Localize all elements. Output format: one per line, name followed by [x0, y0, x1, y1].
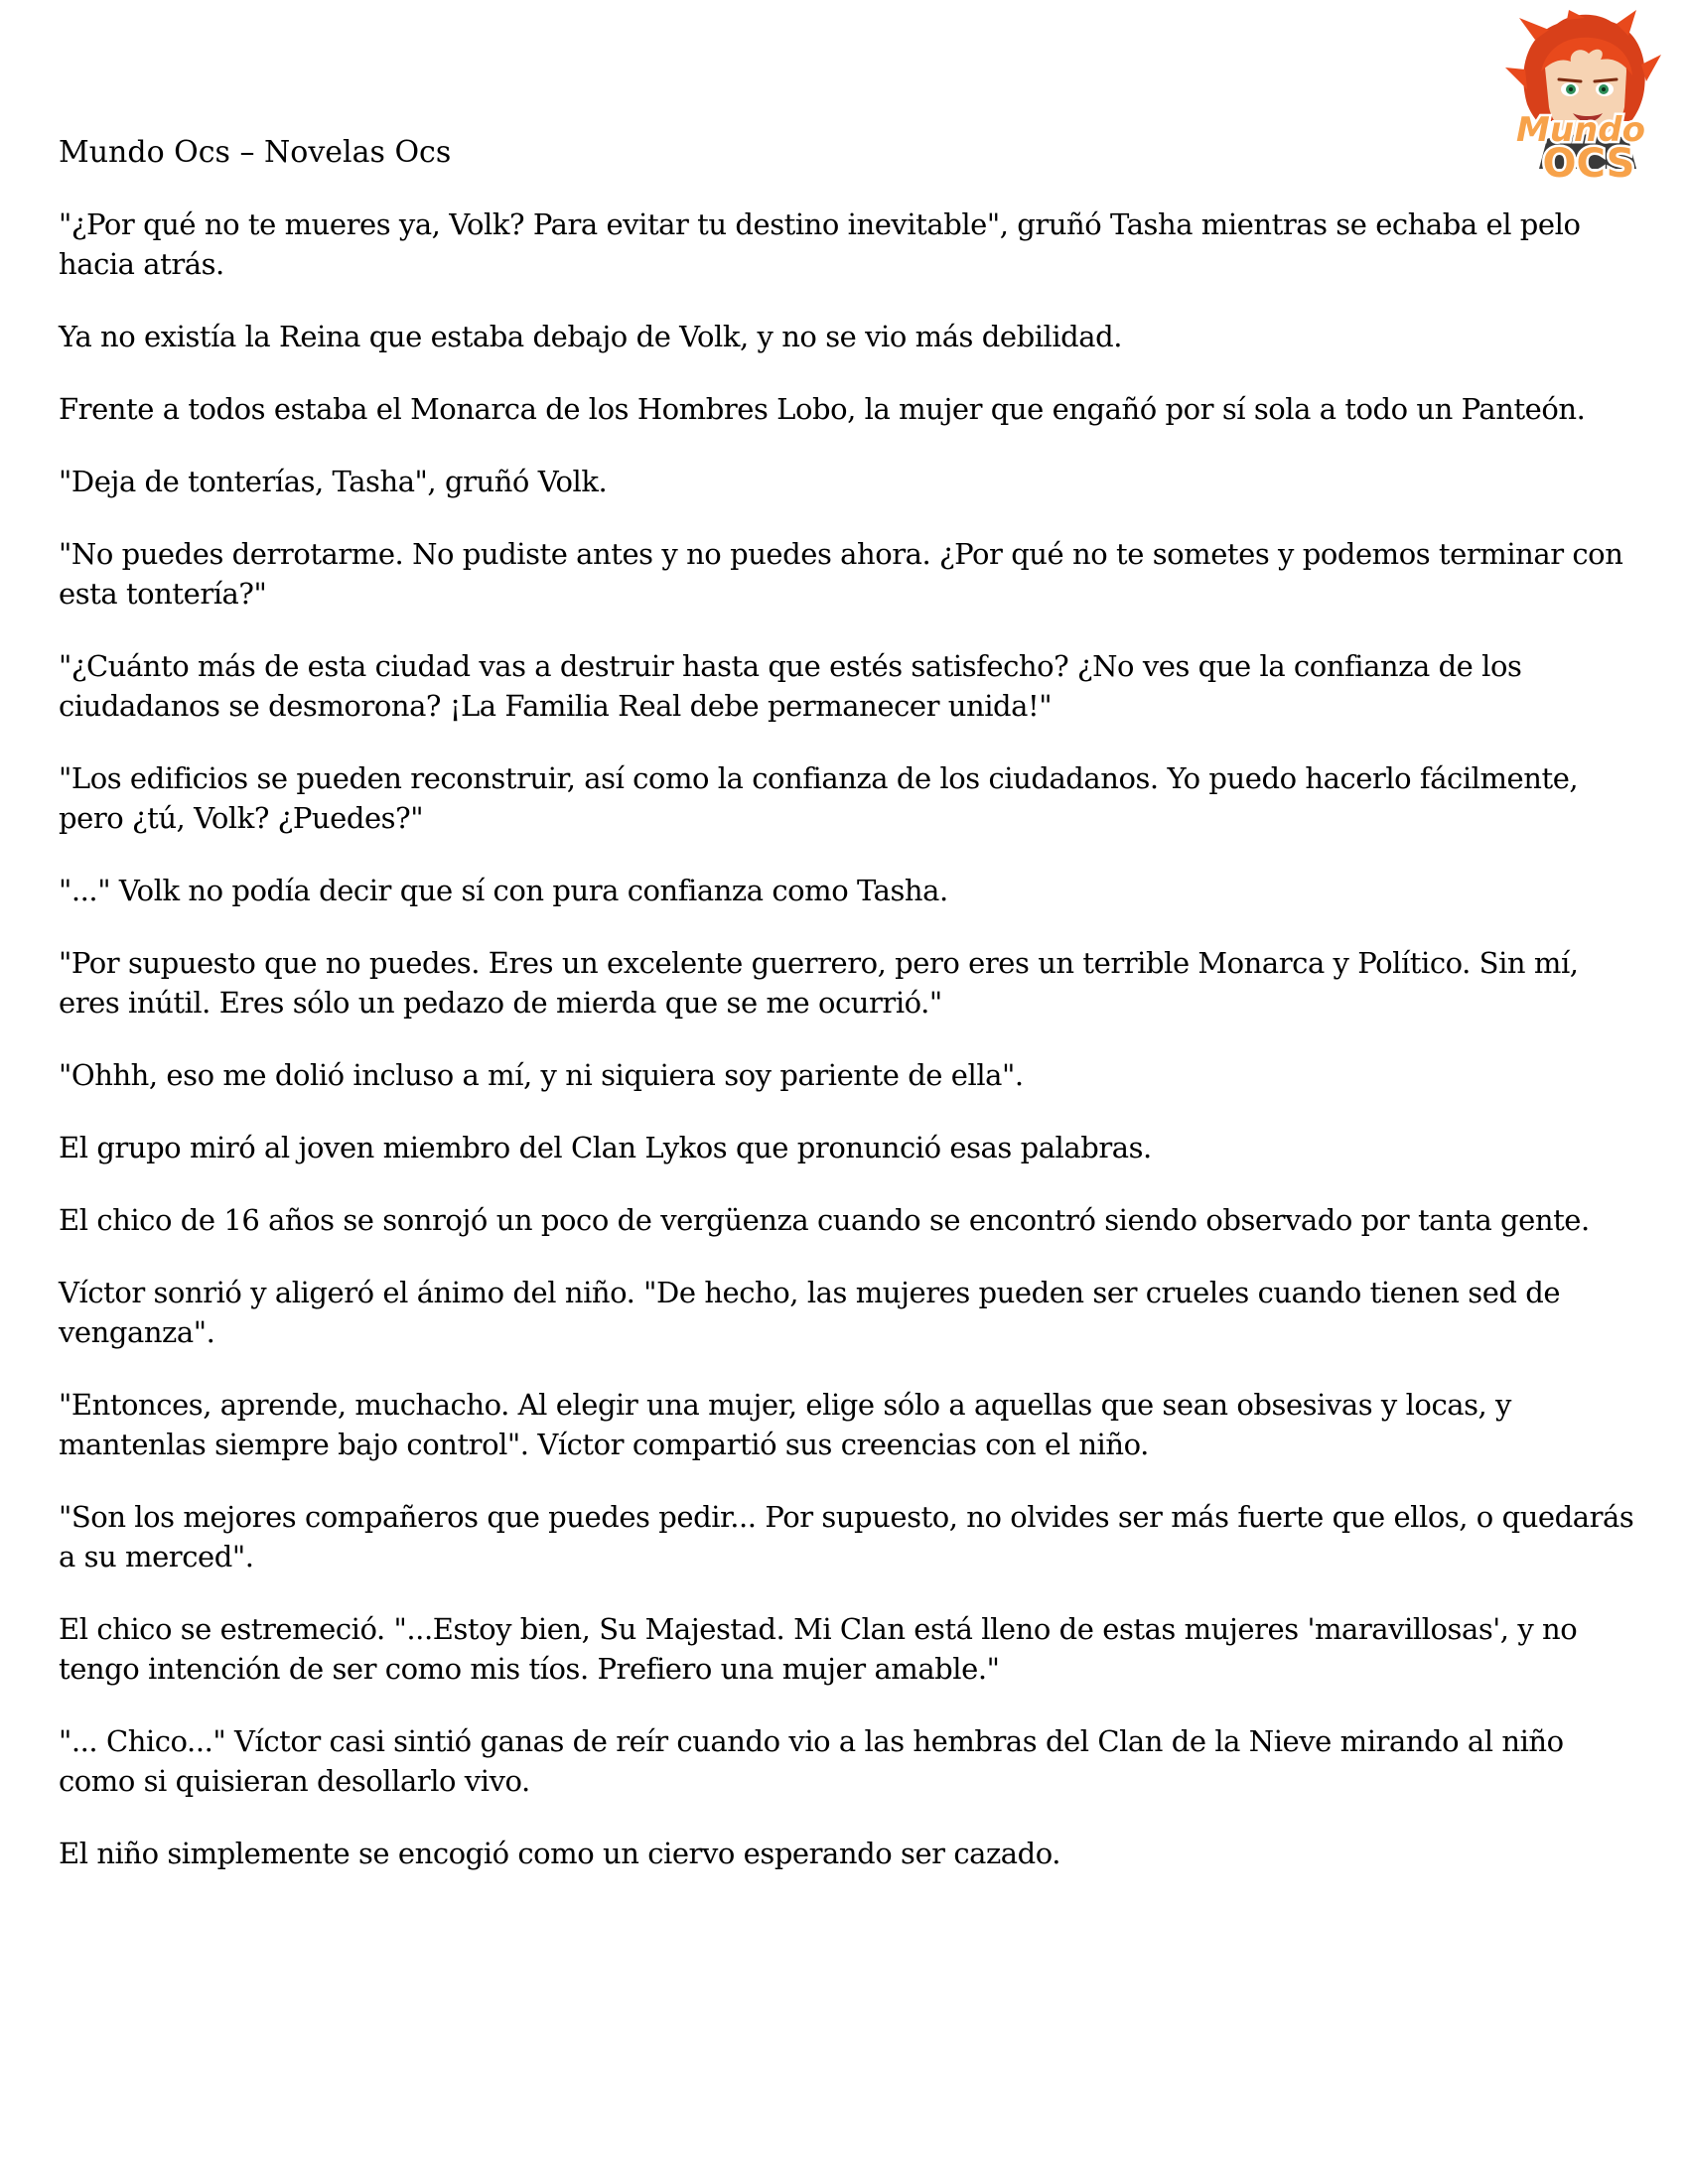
paragraph: "Los edificios se pueden reconstruir, así como la confianza de los ciudadanos. Yo puedo hacerlo fácilmente, pero ¿tú, Volk? ¿Puedes?" — [59, 761, 1579, 835]
paragraph: El chico de 16 años se sonrojó un poco de vergüenza cuando se encontró siendo observado por tanta gente. — [59, 1203, 1590, 1237]
paragraph: Ya no existía la Reina que estaba debajo de Volk, y no se vio más debilidad. — [59, 320, 1123, 353]
paragraph: "¿Cuánto más de esta ciudad vas a destruir hasta que estés satisfecho? ¿No ves que la confianza de los ciudadanos se desmorona? ¡La Familia Real debe permanecer unida!" — [59, 649, 1522, 723]
paragraph: "¿Por qué no te mueres ya, Volk? Para evitar tu destino inevitable", gruñó Tasha mientras se echaba el pelo hacia atrás. — [59, 207, 1581, 281]
paragraph: El niño simplemente se encogió como un ciervo esperando ser cazado. — [59, 1837, 1061, 1870]
svg-text:OCS: OCS — [1542, 141, 1635, 187]
paragraph: El chico se estremeció. "...Estoy bien, Su Majestad. Mi Clan está lleno de estas mujeres 'maravillosas', y no tengo intención de ser como mis tíos. Prefiero una mujer amable." — [59, 1612, 1578, 1686]
page-header: Mundo Ocs – Novelas Ocs — [59, 135, 452, 170]
paragraph: Víctor sonrió y aligeró el ánimo del niño. "De hecho, las mujeres pueden ser crueles cuando tienen sed de venganza". — [59, 1276, 1561, 1349]
paragraph: "... Chico..." Víctor casi sintió ganas de reír cuando vio a las hembras del Clan de la Nieve mirando al niño como si quisieran desollarlo vivo. — [59, 1724, 1564, 1798]
paragraph: "No puedes derrotarme. No pudiste antes y no puedes ahora. ¿Por qué no te sometes y podemos terminar con esta tontería?" — [59, 537, 1623, 611]
paragraph: "Son los mejores compañeros que puedes pedir... Por supuesto, no olvides ser más fuerte que ellos, o quedarás a su merced". — [59, 1500, 1634, 1573]
paragraph: "Entonces, aprende, muchacho. Al elegir una mujer, elige sólo a aquellas que sean obsesivas y locas, y mantenlas siempre bajo control". Víctor compartió sus creencias con el niño. — [59, 1388, 1511, 1461]
mundo-ocs-logo-icon — [1497, 10, 1666, 187]
paragraph: "..." Volk no podía decir que sí con pura confianza como Tasha. — [59, 874, 948, 907]
story-body — [59, 205, 1647, 1906]
paragraph: El grupo miró al joven miembro del Clan Lykos que pronunció esas palabras. — [59, 1131, 1152, 1164]
svg-text:Mundo: Mundo — [1516, 110, 1645, 150]
paragraph: Frente a todos estaba el Monarca de los Hombres Lobo, la mujer que engañó por sí sola a todo un Panteón. — [59, 392, 1586, 426]
paragraph: "Por supuesto que no puedes. Eres un excelente guerrero, pero eres un terrible Monarca y Político. Sin mí, eres inútil. Eres sólo un pedazo de mierda que se me ocurrió." — [59, 946, 1579, 1020]
paragraph: "Ohhh, eso me dolió incluso a mí, y ni siquiera soy pariente de ella". — [59, 1058, 1024, 1092]
paragraph: "Deja de tonterías, Tasha", gruñó Volk. — [59, 465, 608, 498]
